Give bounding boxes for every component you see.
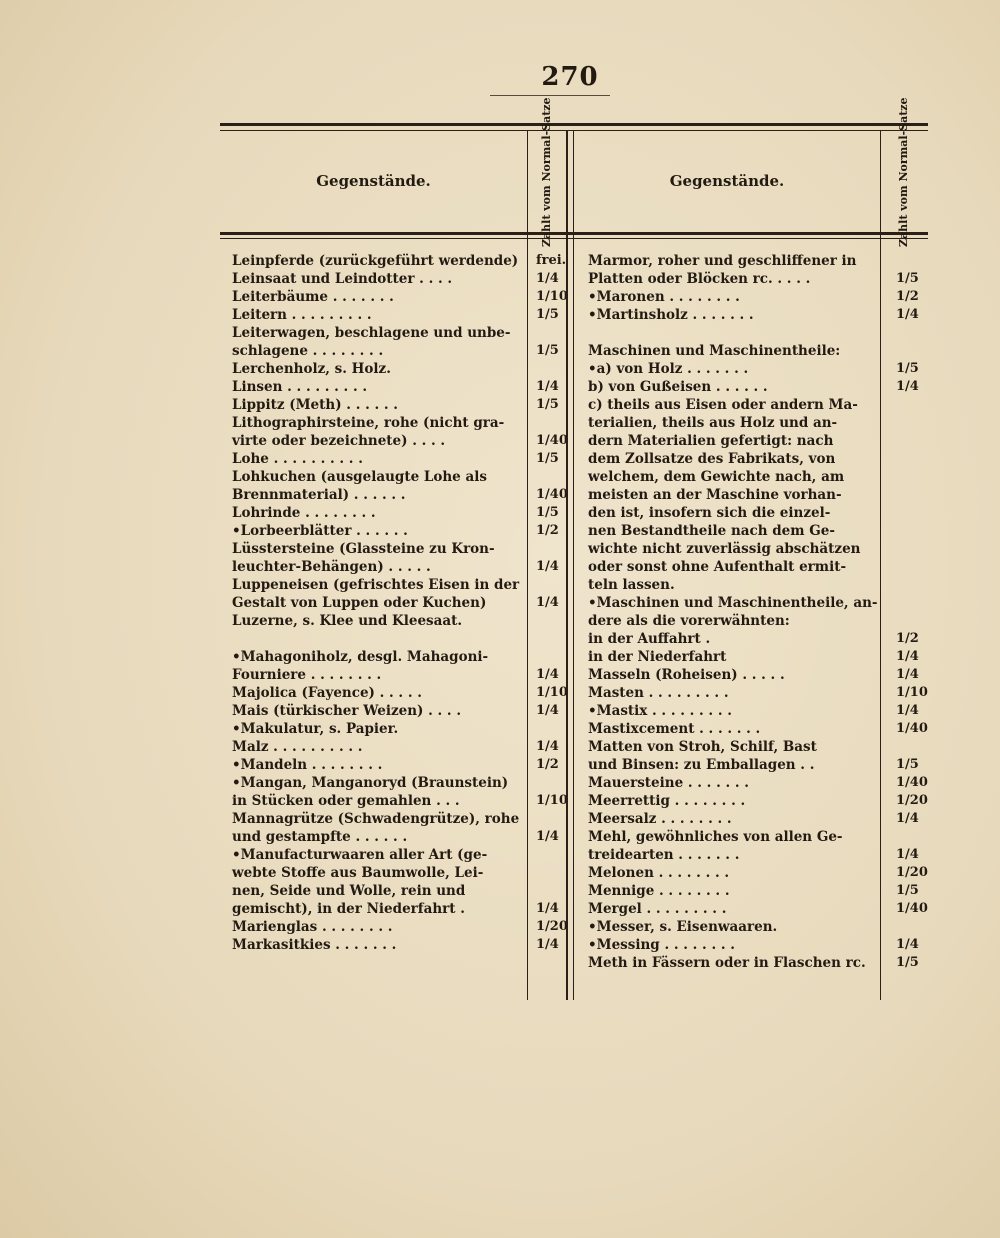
- entry-text: Gestalt von Luppen oder Kuchen): [232, 595, 487, 611]
- entry-text: Lithographirsteine, rohe (nicht gra-: [232, 415, 505, 431]
- entry-text: Leitern . . . . . . . . .: [232, 307, 372, 323]
- rate-value: 1/40: [896, 775, 928, 790]
- table-row: [588, 486, 928, 504]
- table-row: [232, 702, 572, 720]
- table-row: [232, 846, 572, 864]
- entry-text: •a) von Holz . . . . . . .: [588, 361, 749, 377]
- rate-value: 1/40: [536, 487, 568, 502]
- table-row: [232, 810, 572, 828]
- table-row: [588, 522, 928, 540]
- table-row: [588, 558, 928, 576]
- table-row: [588, 756, 928, 774]
- table-row: [232, 612, 572, 630]
- rate-value: 1/4: [896, 307, 919, 322]
- rate-value: 1/10: [536, 793, 568, 808]
- table-row: [232, 630, 572, 648]
- table-row: [232, 684, 572, 702]
- entry-text: Mannagrütze (Schwadengrütze), rohe: [232, 811, 520, 827]
- entry-text: meisten an der Maschine vorhan-: [588, 487, 842, 503]
- rate-value: 1/4: [536, 937, 559, 952]
- rate-value: 1/4: [896, 379, 919, 394]
- entry-text: Meth in Fässern oder in Flaschen rc.: [588, 955, 866, 971]
- rate-value: 1/2: [896, 631, 919, 646]
- rate-value: 1/5: [536, 397, 559, 412]
- table-row: [232, 594, 572, 612]
- table-row: [588, 936, 928, 954]
- table-row: [588, 774, 928, 792]
- table-row: [232, 306, 572, 324]
- table-row: [588, 612, 928, 630]
- rate-value: 1/5: [896, 757, 919, 772]
- rate-value: 1/4: [896, 703, 919, 718]
- rate-value: 1/4: [536, 271, 559, 286]
- entry-text: Malz . . . . . . . . . .: [232, 739, 363, 755]
- rate-value: 1/10: [896, 685, 928, 700]
- rate-value: 1/4: [536, 667, 559, 682]
- center-divider-thin: [573, 130, 574, 1000]
- table-row: [588, 954, 928, 972]
- table-row: [588, 414, 928, 432]
- right-header-rate: Zahlt vom Normal-Satze: [897, 97, 910, 247]
- entry-text: Luppeneisen (gefrischtes Eisen in der: [232, 577, 520, 593]
- table-top-rule: [220, 123, 928, 126]
- table-row: [588, 594, 928, 612]
- rate-value: 1/10: [536, 289, 568, 304]
- table-row: [588, 882, 928, 900]
- rate-value: 1/2: [536, 757, 559, 772]
- rate-value: 1/4: [896, 649, 919, 664]
- table-row: [588, 720, 928, 738]
- rate-value: 1/4: [896, 937, 919, 952]
- entry-text: •Mangan, Manganoryd (Braunstein): [232, 775, 509, 791]
- rate-value: 1/40: [896, 901, 928, 916]
- rate-value: 1/5: [536, 343, 559, 358]
- left-header-rate: Zahlt vom Normal-Satze: [540, 97, 553, 247]
- page-number: 270: [541, 62, 599, 92]
- entry-text: •Manufacturwaaren aller Art (ge-: [232, 847, 488, 863]
- table-row: [588, 810, 928, 828]
- entry-text: dem Zollsatze des Fabrikats, von: [588, 451, 836, 467]
- table-row: [232, 666, 572, 684]
- right-header-title: Gegenstände.: [669, 172, 785, 190]
- entry-text: Lohrinde . . . . . . . .: [232, 505, 376, 521]
- table-row: [232, 558, 572, 576]
- entry-text: •Maronen . . . . . . . .: [588, 289, 740, 305]
- entry-text: dere als die vorerwähnten:: [588, 613, 790, 629]
- entry-text: dern Materialien gefertigt: nach: [588, 433, 834, 449]
- entry-text: Melonen . . . . . . . .: [588, 865, 730, 881]
- entry-text: •Messing . . . . . . . .: [588, 937, 735, 953]
- table-row: [232, 738, 572, 756]
- entry-text: in der Auffahrt .: [588, 631, 711, 647]
- rate-value: 1/2: [536, 523, 559, 538]
- table-row: [588, 468, 928, 486]
- rate-value: 1/5: [536, 505, 559, 520]
- entry-text: wichte nicht zuverlässig abschätzen: [588, 541, 861, 557]
- entry-text: Masten . . . . . . . . .: [588, 685, 729, 701]
- rate-value: 1/5: [536, 307, 559, 322]
- entry-text: teln lassen.: [588, 577, 675, 593]
- rate-value: 1/4: [896, 667, 919, 682]
- table-row: [232, 504, 572, 522]
- table-row: [588, 918, 928, 936]
- entry-text: schlagene . . . . . . . .: [232, 343, 384, 359]
- entry-text: Lüsstersteine (Glassteine zu Kron-: [232, 541, 495, 557]
- table-row: [588, 630, 928, 648]
- entry-text: c) theils aus Eisen oder andern Ma-: [588, 397, 858, 413]
- rate-value: 1/40: [896, 721, 928, 736]
- entry-text: Majolica (Fayence) . . . . .: [232, 685, 422, 701]
- rate-value: 1/5: [896, 271, 919, 286]
- table-row: [588, 306, 928, 324]
- table-row: [588, 864, 928, 882]
- rate-value: 1/4: [896, 811, 919, 826]
- rate-value: 1/20: [536, 919, 568, 934]
- entry-text: in Stücken oder gemahlen . . .: [232, 793, 460, 809]
- rate-value: 1/4: [536, 829, 559, 844]
- entry-text: •Martinsholz . . . . . . .: [588, 307, 754, 323]
- entry-text: Lohe . . . . . . . . . .: [232, 451, 363, 467]
- header-bottom-rule-thin: [220, 238, 928, 239]
- entry-text: Linsen . . . . . . . . .: [232, 379, 368, 395]
- table-row: [232, 936, 572, 954]
- entry-text: Mauersteine . . . . . . .: [588, 775, 749, 791]
- entry-text: Mais (türkischer Weizen) . . . .: [232, 703, 462, 719]
- entry-text: Maschinen und Maschinentheile:: [588, 343, 841, 359]
- table-row: [232, 252, 572, 270]
- entry-text: und Binsen: zu Emballagen . .: [588, 757, 815, 773]
- table-row: [588, 450, 928, 468]
- entry-text: Marmor, roher und geschliffener in: [588, 253, 857, 269]
- rate-value: 1/20: [896, 865, 928, 880]
- table-row: [232, 576, 572, 594]
- table-row: [232, 468, 572, 486]
- rate-value: 1/4: [536, 703, 559, 718]
- table-row: [232, 450, 572, 468]
- entry-text: Luzerne, s. Klee und Kleesaat.: [232, 613, 463, 629]
- table-row: [588, 270, 928, 288]
- entry-text: Meersalz . . . . . . . .: [588, 811, 732, 827]
- table-row: [232, 774, 572, 792]
- table-row: [232, 342, 572, 360]
- entry-text: Leiterbäume . . . . . . .: [232, 289, 394, 305]
- rate-value: 1/4: [536, 379, 559, 394]
- entry-text: Leinpferde (zurückgeführt werdende): [232, 253, 519, 269]
- entry-text: und gestampfte . . . . . .: [232, 829, 408, 845]
- entry-text: in der Niederfahrt: [588, 649, 727, 665]
- rate-value: 1/4: [896, 847, 919, 862]
- table-row: [588, 360, 928, 378]
- entry-text: nen Bestandtheile nach dem Ge-: [588, 523, 835, 539]
- rate-value: 1/5: [896, 955, 919, 970]
- entry-text: Lippitz (Meth) . . . . . .: [232, 397, 398, 413]
- table-row: [232, 792, 572, 810]
- table-row: [232, 540, 572, 558]
- table-row: [232, 324, 572, 342]
- table-row: [232, 360, 572, 378]
- left-entry-column: [232, 252, 572, 954]
- rate-value: 1/4: [536, 559, 559, 574]
- entry-text: Mergel . . . . . . . . .: [588, 901, 727, 917]
- table-row: [232, 882, 572, 900]
- entry-text: Lerchenholz, s. Holz.: [232, 361, 391, 377]
- entry-text: welchem, dem Gewichte nach, am: [588, 469, 845, 485]
- entry-text: •Mahagoniholz, desgl. Mahagoni-: [232, 649, 489, 665]
- entry-text: •Mastix . . . . . . . . .: [588, 703, 732, 719]
- table-row: [588, 666, 928, 684]
- entry-text: Fourniere . . . . . . . .: [232, 667, 382, 683]
- entry-text: Markasitkies . . . . . . .: [232, 937, 397, 953]
- entry-text: terialien, theils aus Holz und an-: [588, 415, 838, 431]
- table-row: [588, 684, 928, 702]
- table-row: [588, 846, 928, 864]
- entry-text: webte Stoffe aus Baumwolle, Lei-: [232, 865, 484, 881]
- rate-value: 1/40: [536, 433, 568, 448]
- table-row: [588, 504, 928, 522]
- entry-text: Leinsaat und Leindotter . . . .: [232, 271, 453, 287]
- rate-value: 1/4: [536, 595, 559, 610]
- entry-text: Mehl, gewöhnliches von allen Ge-: [588, 829, 843, 845]
- table-row: [232, 648, 572, 666]
- table-row: [588, 432, 928, 450]
- entry-text: nen, Seide und Wolle, rein und: [232, 883, 466, 899]
- table-row: [588, 540, 928, 558]
- table-row: [232, 918, 572, 936]
- entry-text: Mastixcement . . . . . . .: [588, 721, 761, 737]
- table-row: [588, 342, 928, 360]
- table-row: [232, 828, 572, 846]
- table-top-rule-thin: [220, 130, 928, 131]
- rate-value: 1/4: [536, 739, 559, 754]
- table-row: [588, 396, 928, 414]
- rate-value: frei.: [536, 253, 567, 268]
- table-row: [588, 288, 928, 306]
- entry-text: •Maschinen und Maschinentheile, an-: [588, 595, 878, 611]
- table-row: [232, 756, 572, 774]
- table-row: [588, 828, 928, 846]
- rate-value: 1/5: [896, 361, 919, 376]
- entry-text: •Makulatur, s. Papier.: [232, 721, 399, 737]
- table-row: [588, 738, 928, 756]
- table-row: [232, 864, 572, 882]
- table-row: [588, 576, 928, 594]
- rate-value: 1/2: [896, 289, 919, 304]
- header-bottom-rule: [220, 232, 928, 235]
- left-header-title: Gegenstände.: [316, 172, 431, 190]
- table-row: [232, 270, 572, 288]
- entry-text: Meerrettig . . . . . . . .: [588, 793, 746, 809]
- entry-text: gemischt), in der Niederfahrt .: [232, 901, 465, 917]
- entry-text: Mennige . . . . . . . .: [588, 883, 730, 899]
- table-row: [588, 252, 928, 270]
- rate-value: 1/5: [896, 883, 919, 898]
- entry-text: •Mandeln . . . . . . . .: [232, 757, 383, 773]
- right-entry-column: [588, 252, 928, 972]
- table-row: [232, 288, 572, 306]
- entry-text: den ist, insofern sich die einzel-: [588, 505, 831, 521]
- entry-text: b) von Gußeisen . . . . . .: [588, 379, 768, 395]
- entry-text: •Messer, s. Eisenwaaren.: [588, 919, 778, 935]
- table-row: [232, 378, 572, 396]
- entry-text: Lohkuchen (ausgelaugte Lohe als: [232, 469, 487, 485]
- entry-text: virte oder bezeichnete) . . . .: [232, 433, 446, 449]
- table-row: [588, 648, 928, 666]
- page-number-rule: [490, 95, 610, 96]
- table-row: [588, 792, 928, 810]
- table-row: [588, 324, 928, 342]
- rate-value: 1/5: [536, 451, 559, 466]
- entry-text: treidearten . . . . . . .: [588, 847, 740, 863]
- table-row: [232, 486, 572, 504]
- entry-text: Brennmaterial) . . . . . .: [232, 487, 406, 503]
- table-row: [232, 720, 572, 738]
- table-row: [232, 432, 572, 450]
- entry-text: Matten von Stroh, Schilf, Bast: [588, 739, 817, 755]
- table-row: [588, 702, 928, 720]
- entry-text: leuchter-Behängen) . . . . .: [232, 559, 431, 575]
- table-row: [232, 396, 572, 414]
- entry-text: Masseln (Roheisen) . . . . .: [588, 667, 785, 683]
- rate-value: 1/10: [536, 685, 568, 700]
- entry-text: oder sonst ohne Aufenthalt ermit-: [588, 559, 847, 575]
- entry-text: Marienglas . . . . . . . .: [232, 919, 393, 935]
- table-row: [232, 414, 572, 432]
- entry-text: Platten oder Blöcken rc. . . . .: [588, 271, 811, 287]
- entry-text: •Lorbeerblätter . . . . . .: [232, 523, 408, 539]
- table-row: [232, 900, 572, 918]
- table-row: [588, 900, 928, 918]
- rate-value: 1/4: [536, 901, 559, 916]
- table-row: [232, 522, 572, 540]
- rate-value: 1/20: [896, 793, 928, 808]
- entry-text: Leiterwagen, beschlagene und unbe-: [232, 325, 511, 341]
- table-row: [588, 378, 928, 396]
